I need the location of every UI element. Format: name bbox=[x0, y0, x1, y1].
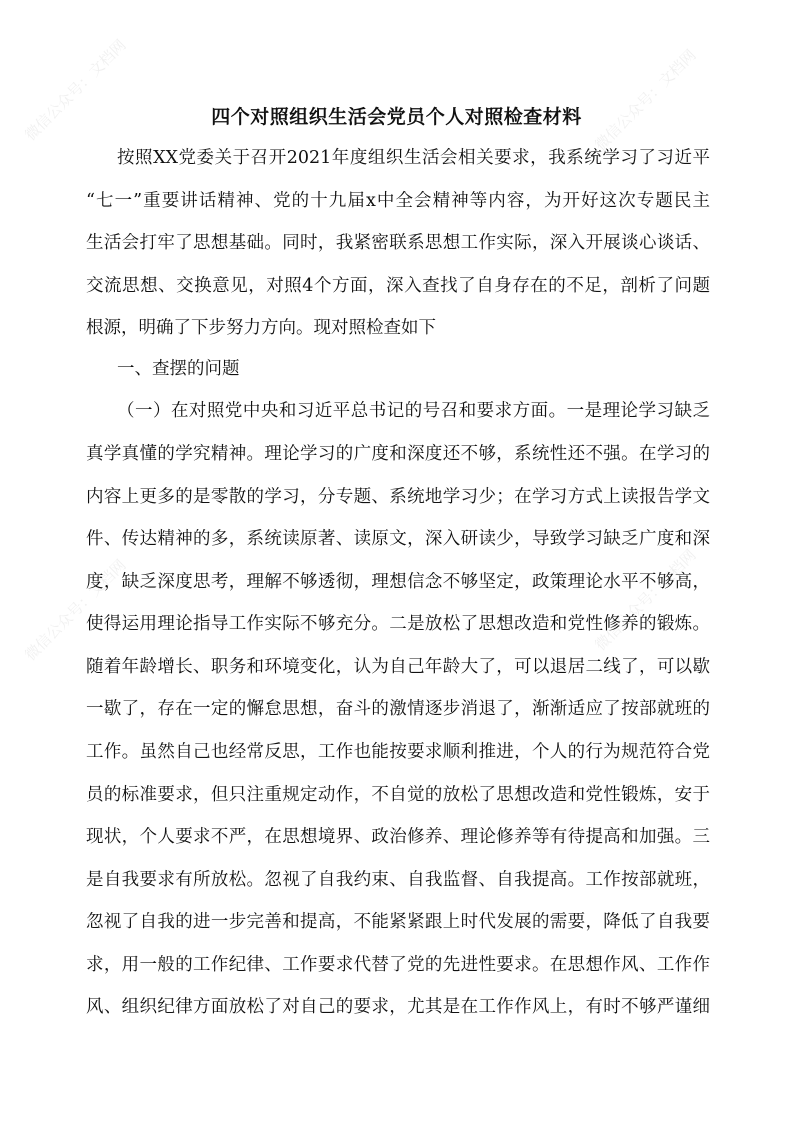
body-line: “七一”重要讲话精神、党的十九届x中全会精神等内容，为开好这次专题民主 bbox=[86, 191, 710, 211]
body-line: （一）在对照党中央和习近平总书记的号召和要求方面。一是理论学习缺乏 bbox=[117, 401, 710, 421]
body-line: 交流思想、交换意见，对照4个方面，深入查找了自身存在的不足，剖析了问题 bbox=[86, 276, 710, 296]
body-line: 求，用一般的工作纪律、工作要求代替了党的先进性要求。在思想作风、工作作 bbox=[86, 955, 710, 975]
body-line: 现状，个人要求不严，在思想境界、政治修养、理论修养等有待提高和加强。三 bbox=[86, 827, 710, 847]
body-line: 一歇了，存在一定的懈怠思想，奋斗的激情逐步消退了，渐渐适应了按部就班的 bbox=[86, 699, 710, 719]
watermark-4: 微信公众号：文档网 bbox=[591, 545, 700, 655]
watermark-2: 微信公众号：文档网 bbox=[591, 45, 700, 155]
body-line: 员的标准要求，但只注重规定动作，不自觉的放松了思想改造和党性锻炼，安于 bbox=[86, 785, 710, 805]
body-line: 度，缺乏深度思考，理解不够透彻，理想信念不够坚定，政策理论水平不够高， bbox=[86, 572, 710, 592]
body-line: 件、传达精神的多，系统读原著、读原文，深入研读少，导致学习缺乏广度和深 bbox=[86, 529, 710, 549]
body-line: 生活会打牢了思想基础。同时，我紧密联系思想工作实际，深入开展谈心谈话、 bbox=[86, 233, 710, 253]
document-title: 四个对照组织生活会党员个人对照检查材料 bbox=[211, 106, 582, 128]
body-line: 根源，明确了下步努力方向。现对照检查如下 bbox=[86, 318, 436, 338]
body-line: 工作。虽然自己也经常反思，工作也能按要求顺利推进，个人的行为规范符合党 bbox=[86, 742, 710, 762]
body-line: 真学真懂的学究精神。理论学习的广度和深度还不够，系统性还不强。在学习的 bbox=[86, 444, 710, 464]
body-line: 按照XX党委关于召开2021年度组织生活会相关要求，我系统学习了习近平 bbox=[117, 148, 710, 168]
section-heading: 一、查摆的问题 bbox=[117, 359, 240, 379]
body-line: 风、组织纪律方面放松了对自己的要求，尤其是在工作作风上，有时不够严谨细 bbox=[86, 997, 710, 1017]
body-line: 内容上更多的是零散的学习，分专题、系统地学习少；在学习方式上读报告学文 bbox=[86, 487, 710, 507]
body-line: 使得运用理论指导工作实际不够充分。二是放松了思想改造和党性修养的锻炼。 bbox=[86, 614, 710, 634]
watermark-1: 微信公众号：文档网 bbox=[21, 35, 130, 145]
body-line: 随着年龄增长、职务和环境变化，认为自己年龄大了，可以退居二线了，可以歇 bbox=[86, 657, 710, 677]
body-line: 是自我要求有所放松。忽视了自我约束、自我监督、自我提高。工作按部就班， bbox=[86, 870, 710, 890]
body-line: 忽视了自我的进一步完善和提高，不能紧紧跟上时代发展的需要，降低了自我要 bbox=[86, 912, 710, 932]
watermark-3: 微信公众号：文档网 bbox=[21, 555, 130, 665]
